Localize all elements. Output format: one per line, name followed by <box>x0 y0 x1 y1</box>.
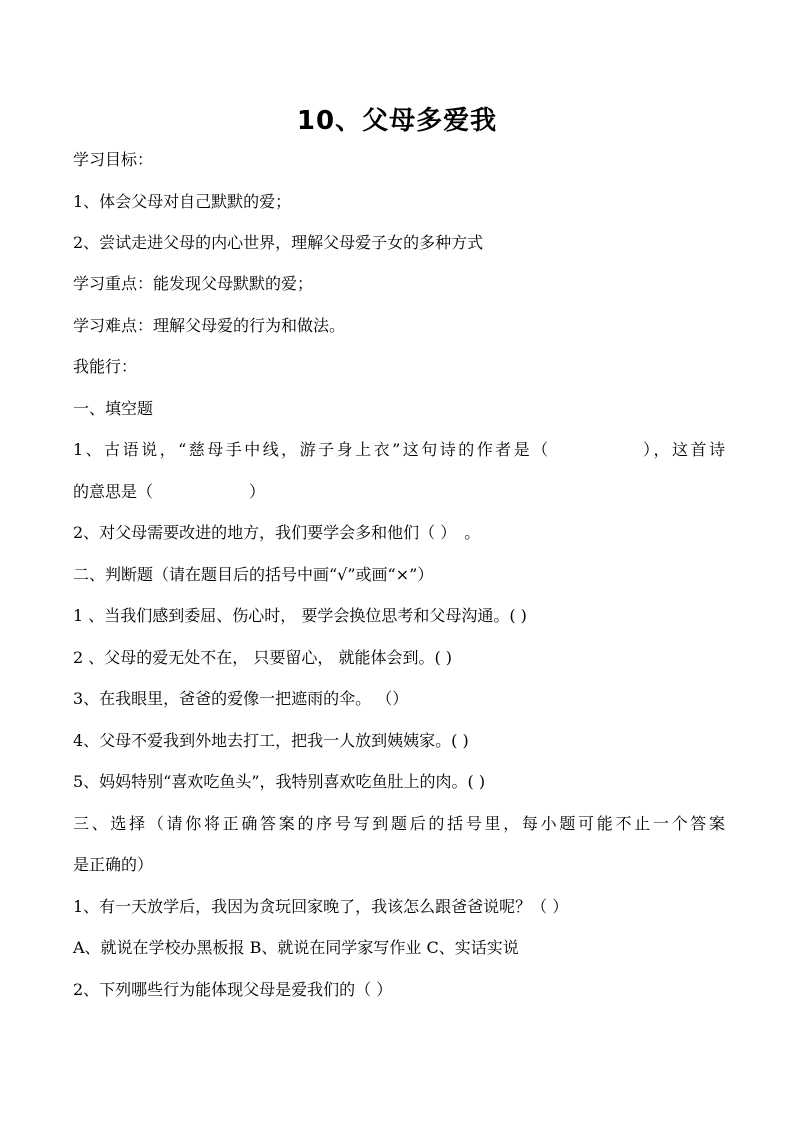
fill-blank-question-2: 2、对父母需要改进的地方，我们要学会多和他们（ ） 。 <box>73 523 481 542</box>
section-fill-blank-heading: 一、填空题 <box>73 399 154 418</box>
learning-difficulty: 学习难点：理解父母爱的行为和做法。 <box>73 316 346 335</box>
true-false-question-1: 1 、当我们感到委屈、伤心时， 要学会换位思考和父母沟通。( ) <box>73 606 527 625</box>
goal-item-2: 2、尝试走进父母的内心世界，理解父母爱子女的多种方式 <box>73 233 484 252</box>
fill-blank-question-1-continued: 的意思是（ ） <box>73 482 266 501</box>
true-false-question-3: 3、在我眼里，爸爸的爱像一把遮雨的伞。 （） <box>73 689 409 708</box>
true-false-question-5: 5、妈妈特别“喜欢吃鱼头”，我特别喜欢吃鱼肚上的肉。( ) <box>73 772 486 791</box>
goal-item-1: 1、体会父母对自己默默的爱； <box>73 192 292 211</box>
section-choice-heading-continued: 是正确的） <box>73 855 154 874</box>
section-choice-heading: 三、选择（请你将正确答案的序号写到题后的括号里，每小题可能不止一个答案 <box>73 814 725 833</box>
true-false-question-2: 2 、父母的爱无处不在， 只要留心， 就能体会到。( ) <box>73 648 453 667</box>
learning-goals-heading: 学习目标： <box>73 150 154 169</box>
page-title: 10、父母多爱我 <box>296 106 498 136</box>
section-true-false-heading: 二、判断题（请在题目后的括号中画“√”或画“×”） <box>73 565 434 584</box>
choice-question-2: 2、下列哪些行为能体现父母是爱我们的（ ） <box>73 980 393 999</box>
fill-blank-question-1: 1、古语说，“慈母手中线，游子身上衣”这句诗的作者是（ ），这首诗 <box>73 440 725 459</box>
learning-key-point: 学习重点：能发现父母默默的爱； <box>73 274 314 293</box>
true-false-question-4: 4、父母不爱我到外地去打工，把我一人放到姨姨家。( ) <box>73 731 469 750</box>
choice-question-1: 1、有一天放学后，我因为贪玩回家晚了，我该怎么跟爸爸说呢？（ ） <box>73 897 569 916</box>
choice-question-1-options: A、就说在学校办黑板报 B、就说在同学家写作业 C、实话实说 <box>73 938 519 957</box>
i-can-do-heading: 我能行： <box>73 357 138 376</box>
